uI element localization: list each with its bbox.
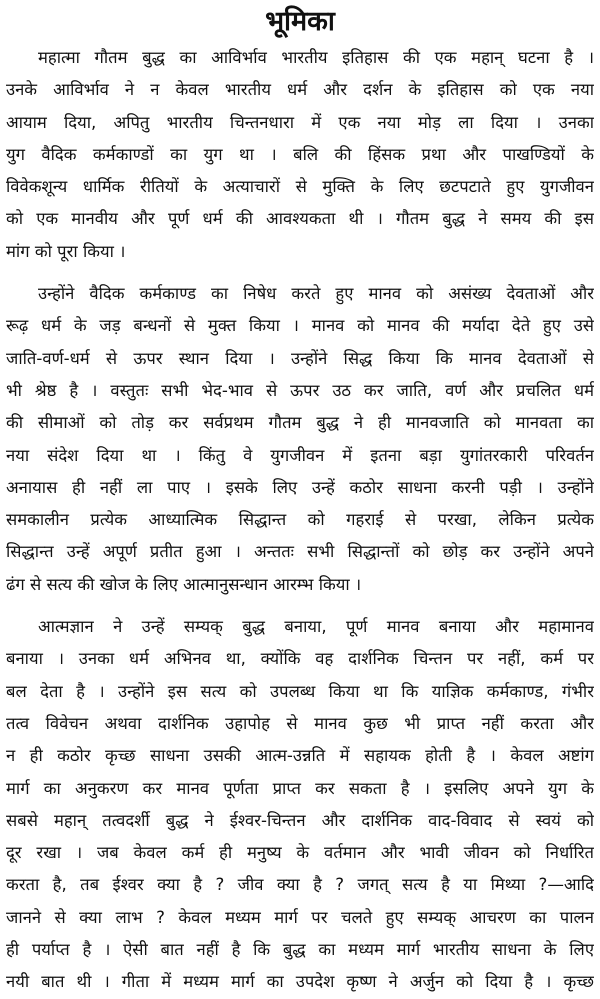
paragraph-2 bbox=[6, 278, 594, 601]
text-line: सबसे महान् तत्वदर्शी बुद्ध ने ईश्वर-चिन्तन और दार्शनिक वाद-विवाद से स्वयं को bbox=[6, 810, 594, 830]
text-line: भी श्रेष्ठ है । वस्तुतः सभी भेद-भाव से ऊपर उठ कर जाति, वर्ण और प्रचलित धर्म bbox=[6, 380, 594, 400]
text-line: ही पर्याप्त है । ऐसी बात नहीं है कि बुद्ध का मध्यम मार्ग भारतीय साधना के लिए bbox=[6, 940, 594, 960]
text-line: मांग को पूरा किया । bbox=[6, 241, 126, 261]
text-line: मार्ग का अनुकरण कर मानव पूर्णता प्राप्त कर सकता है । इसलिए अपने युग के bbox=[6, 778, 594, 798]
text-line: को एक मानवीय और पूर्ण धर्म की आवश्यकता थी । गौतम बुद्ध ने समय की इस bbox=[6, 209, 594, 229]
text-line: समकालीन प्रत्येक आध्यात्मिक सिद्धान्त को गहराई से परखा, लेकिन प्रत्येक bbox=[6, 510, 594, 530]
text-line: जानने से क्या लाभ ? केवल मध्यम मार्ग पर चलते हुए सम्यक् आचरण का पालन bbox=[6, 907, 594, 927]
text-line: न ही कठोर कृच्छ साधना उसकी आत्म-उन्नति में सहायक होती है । केवल अष्टांग bbox=[6, 746, 594, 766]
text-line: दूर रखा । जब केवल कर्म ही मनुष्य के वर्तमान और भावी जीवन को निर्धारित bbox=[6, 843, 594, 863]
text-line: बनाया । उनका धर्म अभिनव था, क्योंकि वह दार्शनिक चिन्तन पर नहीं, कर्म पर bbox=[6, 649, 594, 669]
text-line: आयाम दिया, अपितु भारतीय चिन्तनधारा में एक नया मोड़ ला दिया । उनका bbox=[6, 112, 594, 132]
text-line: युग वैदिक कर्मकाण्डों का युग था । बलि की हिंसक प्रथा और पाखण्डियों के bbox=[6, 144, 594, 164]
text-line: उनके आविर्भाव ने न केवल भारतीय धर्म और दर्शन के इतिहास को एक नया bbox=[6, 80, 594, 100]
text-line: जाति-वर्ण-धर्म से ऊपर स्थान दिया । उन्होंने सिद्ध किया कि मानव देवताओं से bbox=[6, 348, 594, 368]
text-line: ढंग से सत्य की खोज के लिए आत्मानुसन्धान आरम्भ किया । bbox=[6, 574, 362, 594]
text-line: महात्मा गौतम बुद्ध का आविर्भाव भारतीय इतिहास की एक महान् घटना है । bbox=[38, 48, 594, 67]
paragraph-1 bbox=[6, 42, 594, 268]
text-line: नयी बात थी । गीता में मध्यम मार्ग का उपदेश कृष्ण ने अर्जुन को दिया है । कृच्छ bbox=[6, 972, 594, 992]
text-line: आत्मज्ञान ने उन्हें सम्यक् बुद्ध बनाया, पूर्ण मानव बनाया और महामानव bbox=[38, 617, 594, 637]
text-line: अनायास ही नहीं ला पाए । इसके लिए उन्हें कठोर साधना करनी पड़ी । उन्होंने bbox=[6, 477, 594, 497]
text-line: तत्व विवेचन अथवा दार्शनिक उहापोह से मानव कुछ भी प्राप्त नहीं करता और bbox=[6, 713, 594, 733]
text-line: रूढ़ धर्म के जड़ बन्धनों से मुक्त किया । मानव को मानव की मर्यादा देते हुए उसे bbox=[6, 316, 594, 336]
text-line: करता है, तब ईश्वर क्या है ? जीव क्या है ? जगत् सत्य है या मिथ्या ?—आदि bbox=[6, 875, 594, 895]
paragraph-3 bbox=[6, 611, 594, 999]
text-line: की सीमाओं को तोड़ कर सर्वप्रथम गौतम बुद्ध ने ही मानवजाति को मानवता का bbox=[6, 413, 594, 433]
text-line: बल देता है । उन्होंने इस सत्य को उपलब्ध किया था कि याज्ञिक कर्मकाण्ड, गंभीर bbox=[6, 681, 594, 701]
page-title: भूमिका bbox=[265, 6, 335, 37]
text-line: उन्होंने वैदिक कर्मकाण्ड का निषेध करते हुए मानव को असंख्य देवताओं और bbox=[38, 284, 594, 304]
text-line: नया संदेश दिया था । किंतु वे युगजीवन में इतना बड़ा युगांतरकारी परिवर्तन bbox=[6, 445, 594, 465]
text-line: सिद्धान्त उन्हें अपूर्ण प्रतीत हुआ । अन्ततः सभी सिद्धान्तों को छोड़ कर उन्होंने अपने bbox=[6, 542, 594, 562]
text-line: विवेकशून्य धार्मिक रीतियों के अत्याचारों से मुक्ति के लिए छटपटाते हुए युगजीवन bbox=[6, 177, 594, 197]
